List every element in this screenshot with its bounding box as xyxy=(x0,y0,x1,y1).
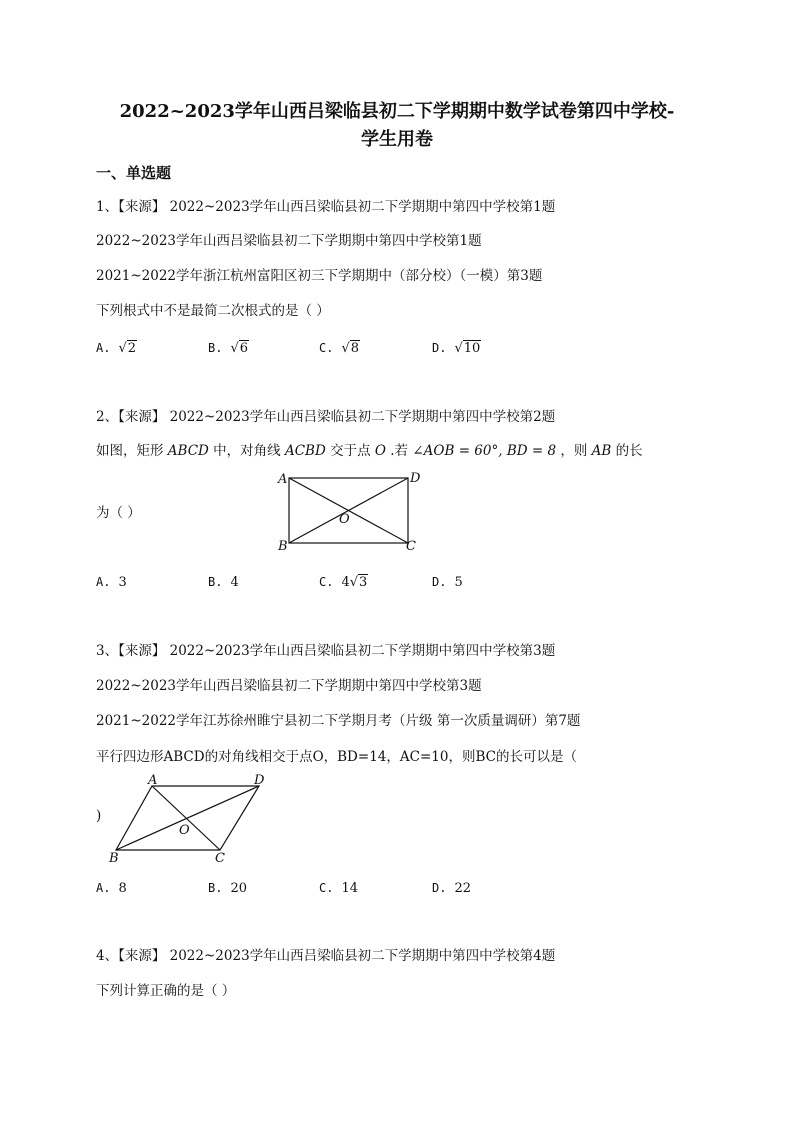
q2-stem: 如图，矩形 ABCD 中，对角线 ACBD 交于点 O .若 ∠AOB = 60°, BD = 8 ，则 AB 的长 xyxy=(96,443,643,459)
q3-option-c[interactable]: C. 14 xyxy=(319,881,358,896)
q2-option-a[interactable]: A. 3 xyxy=(96,575,127,590)
q2-source: 2、【来源】 2022~2023学年山西吕梁临县初二下学期期中第四中学校第2题 xyxy=(96,409,556,425)
diagonal-ac xyxy=(152,786,220,850)
document-title xyxy=(80,98,714,154)
sqrt-expression: √10 xyxy=(454,341,481,356)
label-c: C xyxy=(406,539,416,554)
section-heading: 一、单选题 xyxy=(96,164,172,182)
q3-stem: 平行四边形ABCD的对角线相交于点O，BD=14，AC=10，则BC的长可以是（ xyxy=(96,749,577,765)
sqrt-expression: √6 xyxy=(230,341,249,356)
rectangle-figure xyxy=(270,466,430,556)
q2-stem-continued: 为（ ） xyxy=(96,505,141,521)
q1-option-a[interactable]: A. √2 xyxy=(96,341,137,356)
label-a: A xyxy=(148,773,158,788)
q3-reference-1: 2022~2023学年山西吕梁临县初二下学期期中第四中学校第3题 xyxy=(96,678,482,694)
q3-option-b[interactable]: B. 20 xyxy=(208,881,247,896)
q1-option-c[interactable]: C. √8 xyxy=(319,341,360,356)
label-d: D xyxy=(254,773,265,788)
sqrt-expression: √3 xyxy=(349,575,368,590)
q2-option-d[interactable]: D. 5 xyxy=(432,575,463,590)
label-o: O xyxy=(179,823,190,838)
q1-stem: 下列根式中不是最简二次根式的是（ ） xyxy=(96,303,330,319)
q3-source: 3、【来源】 2022~2023学年山西吕梁临县初二下学期期中第四中学校第3题 xyxy=(96,643,556,659)
q1-reference-1: 2022~2023学年山西吕梁临县初二下学期期中第四中学校第1题 xyxy=(96,233,482,249)
sqrt-expression: √2 xyxy=(118,341,137,356)
label-d: D xyxy=(410,471,421,486)
label-a: A xyxy=(278,472,288,487)
label-b: B xyxy=(109,851,119,866)
parallelogram-figure xyxy=(106,770,276,866)
label-b: B xyxy=(278,539,288,554)
label-c: C xyxy=(215,851,225,866)
title-line-2: 学生用卷 xyxy=(361,129,433,150)
q1-option-b[interactable]: B. √6 xyxy=(208,341,249,356)
q2-option-b[interactable]: B. 4 xyxy=(208,575,239,590)
q1-reference-2: 2021~2022学年浙江杭州富阳区初三下学期期中（部分校）（一模）第3题 xyxy=(96,268,543,284)
q4-stem: 下列计算正确的是（ ） xyxy=(96,983,236,999)
diagonal-bd xyxy=(116,786,259,850)
label-o: O xyxy=(339,512,350,527)
sqrt-expression: √8 xyxy=(341,341,360,356)
q3-stem-end: ) xyxy=(96,808,102,824)
q3-reference-2: 2021~2022学年江苏徐州睢宁县初二下学期月考（片级 第一次质量调研）第7题 xyxy=(96,713,581,729)
title-line-1: 2022~2023学年山西吕梁临县初二下学期期中数学试卷第四中学校- xyxy=(119,101,675,122)
q2-option-c[interactable]: C. 4√3 xyxy=(319,575,368,590)
q1-source: 1、【来源】 2022~2023学年山西吕梁临县初二下学期期中第四中学校第1题 xyxy=(96,199,556,215)
q3-option-d[interactable]: D. 22 xyxy=(432,881,471,896)
q1-option-d[interactable]: D. √10 xyxy=(432,341,481,356)
q3-option-a[interactable]: A. 8 xyxy=(96,881,127,896)
q4-source: 4、【来源】 2022~2023学年山西吕梁临县初二下学期期中第四中学校第4题 xyxy=(96,948,556,964)
